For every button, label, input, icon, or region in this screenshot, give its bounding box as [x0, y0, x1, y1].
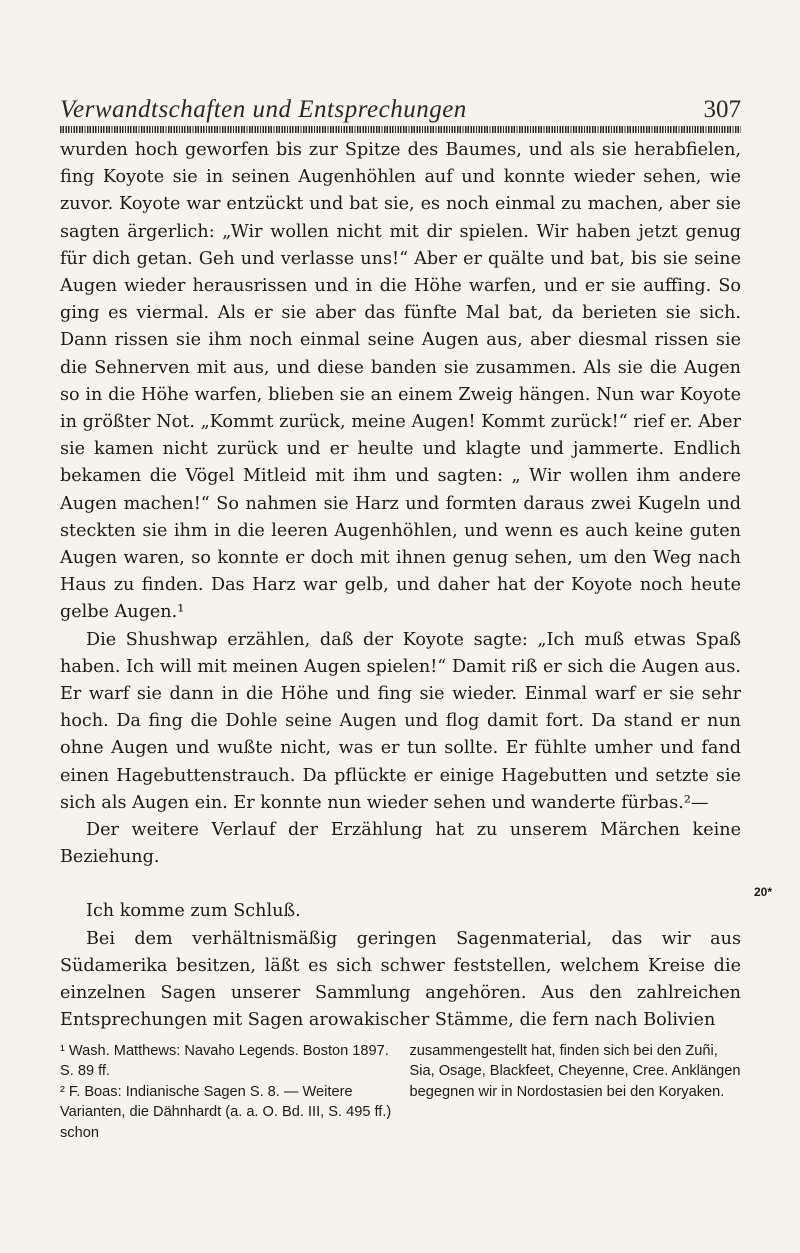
- footnote-2: ² F. Boas: Indianische Sagen S. 8. — Weitere Varianten, die Dähnhardt (a. a. O. Bd. III, S. 495 ff.) schon: [60, 1083, 392, 1141]
- signature-mark: 20*: [754, 885, 773, 899]
- page-number: 307: [703, 96, 741, 123]
- section-gap: [60, 871, 741, 898]
- book-page: [60, 96, 773, 1143]
- body-text: [60, 137, 741, 1035]
- paragraph-shushwap: Die Shushwap erzählen, daß der Koyote sagte: „Ich muß etwas Spaß haben. Ich will mit meinen Augen spielen!“ Damit riß er sich die Augen aus. Er warf sie dann in die Höhe und fing sie wieder. Einmal warf er sie sehr hoch. Da fing die Dohle seine Augen und flog damit fort. Da stand er nun ohne Augen und wußte nicht, was er tun sollte. Er fühlte umher und fand einen Hagebuttenstrauch. Da pflückte er einige Hagebutten und setzte sie sich als Augen ein. Er konnte nun wieder sehen und wanderte fürbas.²—: [60, 629, 741, 813]
- footnotes: [60, 1041, 741, 1144]
- running-title: Verwandtschaften und Entsprechungen: [60, 96, 467, 123]
- running-header: [60, 96, 741, 126]
- footnote-2-continued: zusammengestellt hat, finden sich bei den Zuñi, Sia, Osage, Blackfeet, Cheyenne, Cree. Anklängen begegnen wir in Nordostasien bei den Koryaken.: [409, 1042, 741, 1100]
- paragraph-conclusion-intro: Ich komme zum Schluß.: [86, 901, 301, 922]
- paragraph-koyote-eyes: wurden hoch geworfen bis zur Spitze des Baumes, und als sie herabfielen, fing Koyote sie in seinen Augenhöhlen auf und konnte wieder sehen, wie zuvor. Koyote war entzückt und bat sie, es noch einmal zu machen, aber sie sagten ärgerlich: „Wir wollen nicht mit dir spielen. Wir haben jetzt genug für dich getan. Geh und verlasse uns!“ Aber er quälte und bat, bis sie seine Augen wieder herausrissen und in die Höhe warfen, und er sie auffing. So ging es viermal. Als er sie aber das fünfte Mal bat, da berieten sie sich. Dann rissen sie ihm noch einmal seine Augen aus, aber diesmal rissen sie die Sehnerven mit aus, und diese banden sie zusammen. Als sie die Augen so in die Höhe warfen, blieben sie an einem Zweig hängen. Nun war Koyote in größter Not. „Kommt zurück, meine Augen! Kommt zurück!“ rief er. Aber sie kamen nicht zurück und er heulte und klagte und jammerte. Endlich bekamen die Vögel Mitleid mit ihm und sagten: „ Wir wollen ihm andere Augen machen!“ So nahmen sie Harz und formten daraus zwei Kugeln und steckten sie ihm in die leeren Augenhöhlen, und wenn es auch keine guten Augen waren, so konnte er doch mit ihnen genug sehen, um den Weg nach Haus zu finden. Das Harz war gelb, und daher hat der Koyote noch heute gelbe Augen.¹: [60, 140, 741, 623]
- paragraph-conclusion: Bei dem verhältnismäßig geringen Sagenmaterial, das wir aus Südamerika besitzen, läßt es sich schwer feststellen, welchem Kreise die einzelnen Sagen unserer Sammlung angehören. Aus den zahlreichen Entsprechungen mit Sagen arowakischer Stämme, die fern nach Bolivien: [60, 928, 741, 1031]
- footnotes-right-column: [410, 1041, 742, 1144]
- header-rule: [60, 126, 741, 133]
- paragraph-further-course: Der weitere Verlauf der Erzählung hat zu unserem Märchen keine Beziehung.: [60, 820, 741, 868]
- footnote-1: ¹ Wash. Matthews: Navaho Legends. Boston 1897. S. 89 ff.: [60, 1042, 389, 1079]
- footnotes-left-column: [60, 1041, 392, 1144]
